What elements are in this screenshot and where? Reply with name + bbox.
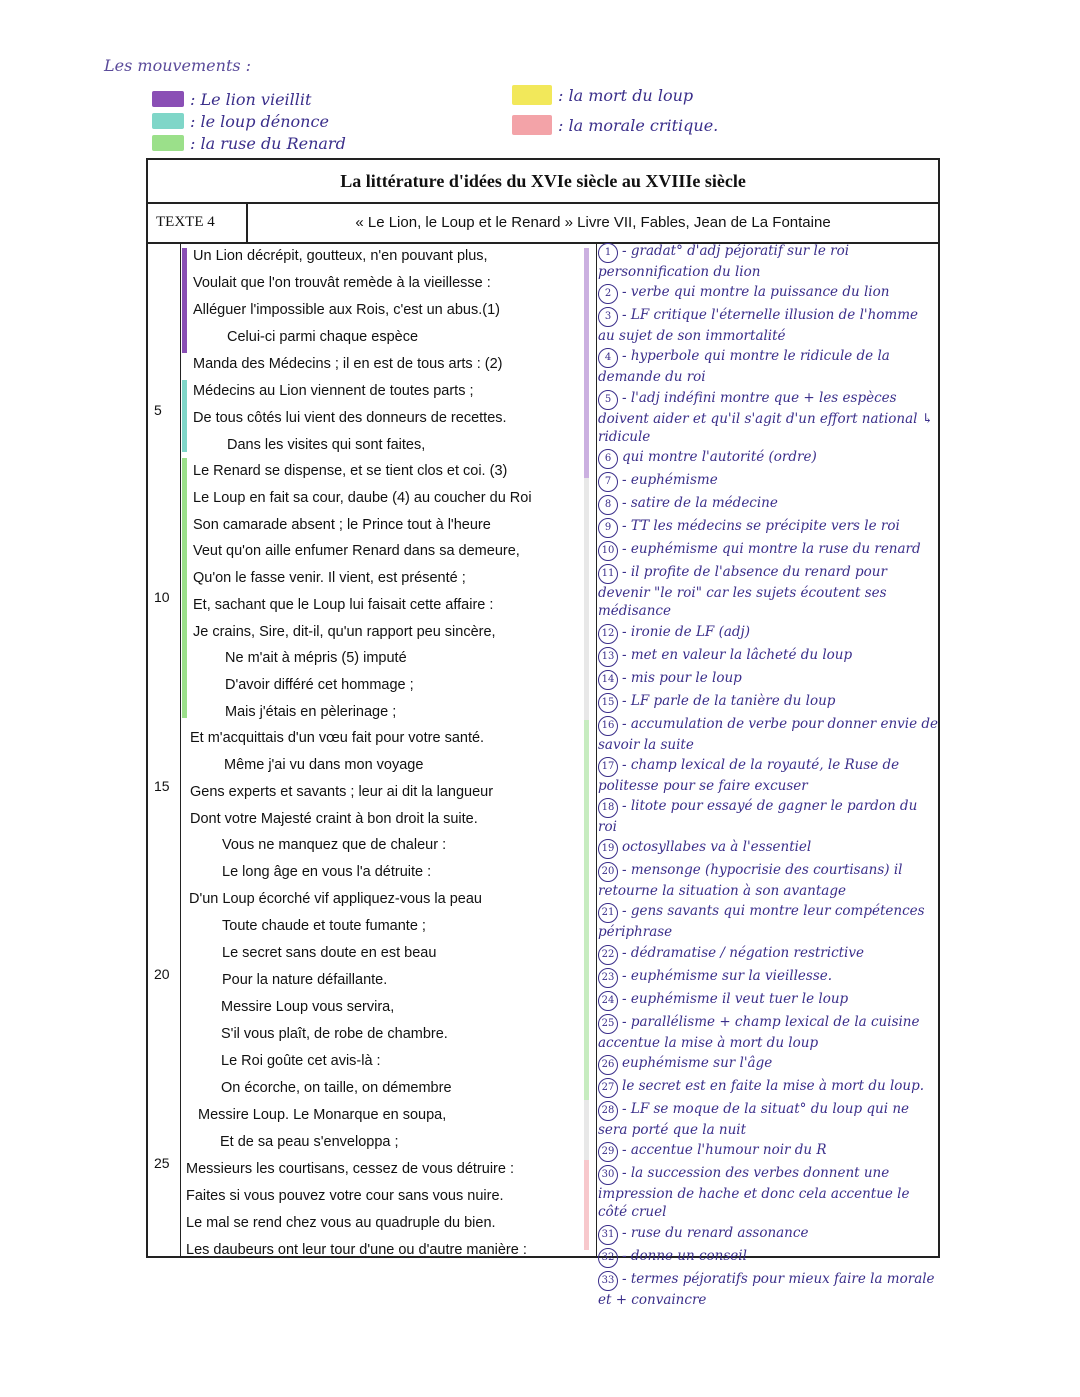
legend-item [152, 88, 346, 110]
legend-label: : la ruse du Renard [190, 133, 346, 153]
verse: S'il vous plaît, de robe de chambre. [221, 1026, 448, 1042]
note-text: - ruse du renard assonance [622, 1224, 809, 1241]
note-number-badge: 19 [598, 839, 618, 859]
verse: Veut qu'on aille enfumer Renard dans sa demeure, [193, 543, 520, 559]
movement-bar [584, 720, 589, 1100]
legend-item [512, 110, 718, 140]
note [598, 1141, 938, 1162]
verse: Le mal se rend chez vous au quadruple du bien. [186, 1215, 496, 1231]
note [598, 967, 938, 988]
line-number: 15 [154, 778, 170, 794]
note-text: le secret est en faite la mise à mort du loup. [622, 1077, 925, 1094]
verse: Son camarade absent ; le Prince tout à l'heure [193, 517, 491, 533]
verse: Ne m'ait à mépris (5) imputé [225, 650, 407, 666]
note-number-badge: 32 [598, 1248, 618, 1268]
note-text: - euphémisme sur la vieillesse. [622, 967, 833, 984]
note-number-badge: 21 [598, 903, 618, 923]
note-number-badge: 2 [598, 284, 618, 304]
verse: Les daubeurs ont leur tour d'une ou d'autre manière : [186, 1242, 527, 1258]
note-number-badge: 28 [598, 1101, 618, 1121]
note [598, 1164, 938, 1221]
note [598, 517, 938, 538]
movement-bar [182, 380, 187, 452]
verse: Même j'ai vu dans mon voyage [224, 757, 424, 773]
note [598, 669, 938, 690]
note-text: - LF se moque de la situat° du loup qui ne sera porté que la nuit [598, 1100, 910, 1138]
text-reference: « Le Lion, le Loup et le Renard » Livre VII, Fables, Jean de La Fontaine [355, 213, 831, 231]
note [598, 692, 938, 713]
movement-bar [182, 248, 187, 353]
text-number: TEXTE 4 [148, 202, 248, 242]
note-number-badge: 18 [598, 798, 618, 818]
note-text: qui montre l'autorité (ordre) [622, 449, 817, 466]
note-number-badge: 9 [598, 518, 618, 538]
note-text: - termes péjoratifs pour mieux faire la morale et + convaincre [598, 1270, 935, 1308]
note-number-badge: 27 [598, 1078, 618, 1098]
verse: On écorche, on taille, on démembre [221, 1080, 452, 1096]
legend-label: : la mort du loup [558, 85, 694, 105]
note-text: - accentue l'humour noir du R [622, 1142, 827, 1159]
note [598, 944, 938, 965]
note [598, 1054, 938, 1075]
line-number: 5 [154, 402, 162, 418]
note-number-badge: 3 [598, 307, 618, 327]
verse: Un Lion décrépit, goutteux, n'en pouvant plus, [193, 248, 488, 264]
note-text: - mis pour le loup [622, 669, 742, 686]
legend-item [152, 132, 346, 154]
note [598, 1013, 938, 1052]
note-number-badge: 24 [598, 991, 618, 1011]
verse: Le Loup en fait sa cour, daube (4) au coucher du Roi [193, 490, 532, 506]
line-number-column [148, 242, 181, 1258]
note [598, 715, 938, 754]
note [598, 1270, 938, 1309]
note-text: - TT les médecins se précipite vers le roi [622, 518, 900, 535]
note-number-badge: 31 [598, 1225, 618, 1245]
legend-label: : Le lion vieillit [190, 89, 312, 109]
note-number-badge: 14 [598, 670, 618, 690]
note [598, 242, 938, 281]
movement-bar [584, 1160, 589, 1250]
note-text: - parallélisme + champ lexical de la cuisine accentue la mise à mort du loup [598, 1013, 920, 1051]
note [598, 1247, 938, 1268]
verse: Alléguer l'impossible aux Rois, c'est un abus.(1) [193, 302, 500, 318]
note [598, 494, 938, 515]
note-text: - euphémisme [622, 472, 718, 489]
legend-swatch [152, 135, 184, 151]
verse: Voulait que l'on trouvât remède à la vieillesse : [193, 275, 491, 291]
note-text: - LF critique l'éternelle illusion de l'homme au sujet de son immortalité [598, 307, 919, 345]
note [598, 471, 938, 492]
note-text: - hyperbole qui montre le ridicule de la demande du roi [598, 348, 890, 386]
note-number-badge: 25 [598, 1014, 618, 1034]
legend-label: : la morale critique. [558, 115, 719, 135]
document-header [148, 202, 938, 244]
note-text: - ironie de LF (adj) [622, 623, 750, 640]
note-text: - donne un conseil [622, 1247, 747, 1264]
legend-left [152, 88, 346, 154]
note [598, 902, 938, 941]
note-number-badge: 8 [598, 495, 618, 515]
verse: Le Renard se dispense, et se tient clos et coi. (3) [193, 463, 508, 479]
legend-swatch [152, 91, 184, 107]
line-number: 20 [154, 966, 170, 982]
note [598, 756, 938, 795]
note-text: - euphémisme qui montre la ruse du renard [622, 541, 921, 558]
note [598, 347, 938, 386]
legend-swatch [152, 113, 184, 129]
verse: Mais j'étais en pèlerinage ; [225, 704, 397, 720]
annotation-notes [598, 242, 938, 1311]
note-number-badge: 17 [598, 757, 618, 777]
note-text: - gens savants qui montre leur compétences périphrase [598, 903, 925, 941]
note-number-badge: 15 [598, 693, 618, 713]
line-number: 10 [154, 589, 170, 605]
note [598, 646, 938, 667]
note-text: - gradat° d'adj péjoratif sur le roi personnification du lion [598, 243, 850, 280]
note [598, 861, 938, 900]
verse: Qu'on le fasse venir. Il vient, est présenté ; [193, 570, 466, 586]
note [598, 283, 938, 304]
legend-swatch [512, 85, 552, 105]
note-number-badge: 30 [598, 1165, 618, 1185]
verse: Messire Loup vous servira, [221, 999, 395, 1015]
verse: Je crains, Sire, dit-il, qu'un rapport peu sincère, [193, 624, 496, 640]
verse: D'un Loup écorché vif appliquez-vous la peau [189, 891, 482, 907]
note [598, 306, 938, 345]
verse: D'avoir différé cet hommage ; [225, 677, 414, 693]
verse: Faites si vous pouvez votre cour sans vous nuire. [186, 1188, 504, 1204]
note [598, 623, 938, 644]
note-number-badge: 29 [598, 1142, 618, 1162]
verse: Celui-ci parmi chaque espèce [227, 329, 419, 345]
note-number-badge: 26 [598, 1055, 618, 1075]
note-text: - euphémisme il veut tuer le loup [622, 990, 849, 1007]
note [598, 389, 938, 446]
legend-swatch [512, 115, 552, 135]
verse: Et, sachant que le Loup lui faisait cette affaire : [193, 597, 494, 613]
verse: Et de sa peau s'enveloppa ; [220, 1134, 399, 1150]
note [598, 1077, 938, 1098]
verse: Dont votre Majesté craint à bon droit la suite. [190, 811, 478, 827]
movement-bar [584, 248, 589, 478]
legend-title: Les mouvements : [104, 56, 252, 75]
note-number-badge: 4 [598, 348, 618, 368]
note-number-badge: 1 [598, 243, 618, 263]
note-text: - il profite de l'absence du renard pour devenir "le roi" car les sujets écoutent ses médisance [598, 564, 887, 620]
verse: Messire Loup. Le Monarque en soupa, [198, 1107, 447, 1123]
note-number-badge: 7 [598, 472, 618, 492]
note-text: - verbe qui montre la puissance du lion [622, 284, 890, 301]
note-number-badge: 6 [598, 449, 618, 469]
note [598, 563, 938, 620]
verse: De tous côtés lui vient des donneurs de recettes. [193, 410, 507, 426]
note-text: - litote pour essayé de gagner le pardon du roi [598, 797, 918, 835]
legend-item [512, 80, 718, 110]
note [598, 448, 938, 469]
verse: Médecins au Lion viennent de toutes parts ; [193, 383, 474, 399]
legend-item [152, 110, 346, 132]
verse: Le Roi goûte cet avis-là : [221, 1053, 381, 1069]
note-number-badge: 23 [598, 968, 618, 988]
note-text: - met en valeur la lâcheté du loup [622, 646, 853, 663]
note-text: - l'adj indéfini montre que + les espèces doivent aider et qu'il s'agit d'un effort national ↳ ridicule [598, 389, 934, 445]
note-number-badge: 5 [598, 390, 618, 410]
note-text: - champ lexical de la royauté, le Ruse de politesse pour se faire excuser [598, 756, 900, 794]
note-text: - satire de la médecine [622, 495, 778, 512]
verse: Messieurs les courtisans, cessez de vous détruire : [186, 1161, 514, 1177]
note-text: euphémisme sur l'âge [622, 1054, 773, 1071]
note-number-badge: 20 [598, 862, 618, 882]
note-text: - la succession des verbes donnent une impression de hache et donc cela accentue le côté cruel [598, 1165, 910, 1221]
legend-right [512, 80, 718, 140]
verse: Le long âge en vous l'a détruite : [222, 864, 432, 880]
note-text: - mensonge (hypocrisie des courtisans) il retourne la situation à son avantage [598, 862, 903, 900]
movement-bar [182, 458, 187, 718]
note-number-badge: 22 [598, 945, 618, 965]
verse: Le secret sans doute en est beau [222, 945, 437, 961]
verse: Gens experts et savants ; leur ai dit la langueur [190, 784, 494, 800]
note-number-badge: 33 [598, 1271, 618, 1291]
note-text: - LF parle de la tanière du loup [622, 692, 836, 709]
document-title: La littérature d'idées du XVIe siècle au XVIIIe siècle [148, 160, 938, 204]
note [598, 1100, 938, 1139]
legend-label: : le loup dénonce [190, 111, 329, 131]
note-number-badge: 16 [598, 716, 618, 736]
note-text: octosyllabes va à l'essentiel [622, 839, 812, 856]
line-number: 25 [154, 1155, 170, 1171]
verse: Dans les visites qui sont faites, [227, 437, 426, 453]
verse: Vous ne manquez que de chaleur : [222, 837, 447, 853]
verse: Toute chaude et toute fumante ; [222, 918, 426, 934]
note [598, 1224, 938, 1245]
note-number-badge: 13 [598, 647, 618, 667]
verse: Pour la nature défaillante. [222, 972, 388, 988]
note [598, 990, 938, 1011]
note-text: - dédramatise / négation restrictive [622, 944, 864, 961]
note [598, 838, 938, 859]
note-number-badge: 12 [598, 624, 618, 644]
note-number-badge: 10 [598, 541, 618, 561]
note-number-badge: 11 [598, 564, 618, 584]
note [598, 797, 938, 836]
verse: Manda des Médecins ; il en est de tous arts : (2) [193, 356, 503, 372]
note [598, 540, 938, 561]
verse: Et m'acquittais d'un vœu fait pour votre santé. [190, 730, 485, 746]
note-text: - accumulation de verbe pour donner envie de savoir la suite [598, 715, 938, 753]
